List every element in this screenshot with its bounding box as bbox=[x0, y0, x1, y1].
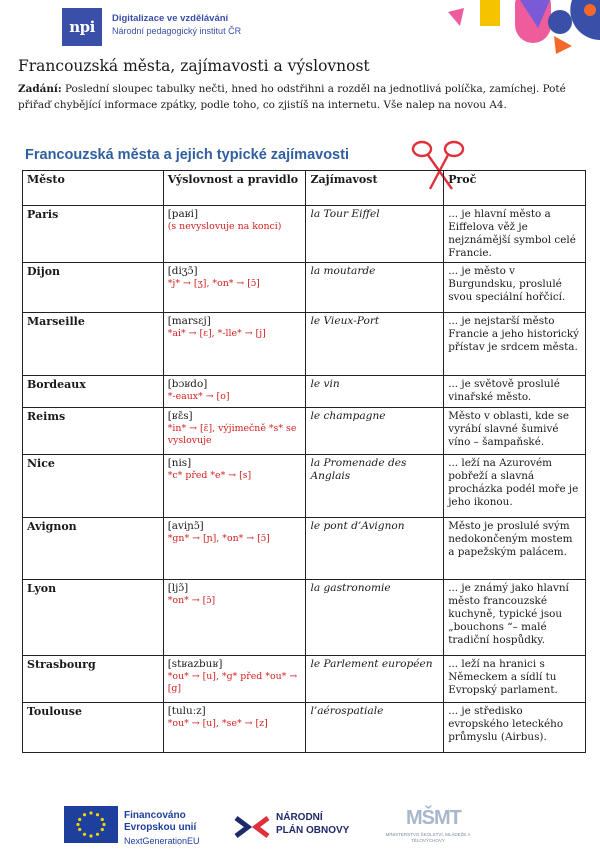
pronunciation-cell bbox=[163, 656, 306, 703]
city-cell: Paris bbox=[23, 206, 164, 263]
header-city: Město bbox=[23, 171, 164, 206]
why-cell: Město v oblasti, kde se vyrábí slavné šumivé víno – šampaňské. bbox=[444, 408, 586, 455]
rule-text: *ou* → [u], *se* → [z] bbox=[167, 718, 268, 729]
sight-cell: la moutarde bbox=[306, 263, 444, 313]
task-instructions bbox=[18, 81, 588, 113]
sight-cell: le champagne bbox=[306, 408, 444, 455]
city-cell: Dijon bbox=[23, 263, 164, 313]
why-cell: ... je světově proslulé vinařské město. bbox=[444, 376, 586, 408]
npo-line1: NÁRODNÍ bbox=[276, 812, 323, 823]
city-cell: Marseille bbox=[23, 313, 164, 376]
ipa-text: [diʒɔ̃] bbox=[167, 265, 198, 277]
sight-cell: le Vieux-Port bbox=[306, 313, 444, 376]
task-text: Poslední sloupec tabulky nečti, hned ho odstřihni a rozděl na jednotlivá políčka, zamíchej. Poté přiřaď chybějící informace zpátky, podle toho, co zjistíš na internetu. Vše nalep na novou A4. bbox=[18, 83, 566, 111]
table-row bbox=[23, 313, 586, 376]
sight-cell: le pont d’Avignon bbox=[306, 518, 444, 580]
sight-cell: la Tour Eiffel bbox=[306, 206, 444, 263]
pronunciation-cell bbox=[163, 703, 306, 753]
ipa-text: [ʁɛ̃s] bbox=[167, 410, 193, 422]
city-cell: Strasbourg bbox=[23, 656, 164, 703]
rule-text: *on* → [ɔ̃] bbox=[167, 595, 216, 606]
pronunciation-cell bbox=[163, 408, 306, 455]
rule-text: *ai* → [ɛ], *-lle* → [j] bbox=[167, 328, 266, 339]
pronunciation-cell bbox=[163, 376, 306, 408]
npi-logo: npi bbox=[62, 8, 102, 46]
rule-text: *j* → [ʒ], *on* → [ɔ̃] bbox=[167, 278, 260, 289]
header-pronunciation: Výslovnost a pravidlo bbox=[163, 171, 306, 206]
table-row bbox=[23, 376, 586, 408]
table-row bbox=[23, 703, 586, 753]
why-cell: Město je proslulé svým nedokončeným mostem a papežským palácem. bbox=[444, 518, 586, 580]
ipa-text: [bɔʁdo] bbox=[167, 378, 208, 390]
npo-line2: PLÁN OBNOVY bbox=[276, 825, 350, 836]
decorative-shapes-icon bbox=[420, 0, 600, 60]
pronunciation-cell bbox=[163, 518, 306, 580]
msmt-logo: MŠMT bbox=[406, 807, 461, 829]
rule-text: *ou* → [u], *g* před *ou* → [g] bbox=[167, 671, 298, 694]
task-label: Zadání: bbox=[18, 83, 62, 95]
pronunciation-cell bbox=[163, 263, 306, 313]
org-name-line2: Národní pedagogický institut ČR bbox=[112, 26, 242, 36]
header-sight: Zajímavost bbox=[306, 171, 444, 206]
why-cell: ... je hlavní město a Eiffelova věž je nejznámější symbol celé Francie. bbox=[444, 206, 586, 263]
city-cell: Avignon bbox=[23, 518, 164, 580]
org-name-line1: Digitalizace ve vzdělávání bbox=[112, 13, 229, 24]
pronunciation-cell bbox=[163, 455, 306, 518]
sight-cell: la gastronomie bbox=[306, 580, 444, 656]
table-row bbox=[23, 408, 586, 455]
ipa-text: [aviɲɔ̃] bbox=[167, 520, 204, 532]
pronunciation-cell bbox=[163, 313, 306, 376]
pronunciation-cell bbox=[163, 580, 306, 656]
ipa-text: [stʁazbuʁ] bbox=[167, 658, 223, 670]
city-cell: Nice bbox=[23, 455, 164, 518]
sight-cell: la Promenade des Anglais bbox=[306, 455, 444, 518]
ipa-text: [tuluːz] bbox=[167, 705, 206, 717]
header-why: Proč bbox=[444, 171, 586, 206]
national-recovery-plan-icon bbox=[232, 810, 272, 844]
sight-cell: le Parlement européen bbox=[306, 656, 444, 703]
rule-text: *c* před *e* → [s] bbox=[167, 470, 252, 481]
eu-funding-line3: NextGenerationEU bbox=[124, 836, 200, 846]
why-cell: ... je známý jako hlavní město francouzské kuchyně, typické jsou „bouchons “– malé tradiční hospůdky. bbox=[444, 580, 586, 656]
why-cell: ... je město v Burgundsku, proslulé svou speciální hořčicí. bbox=[444, 263, 586, 313]
ipa-text: [ljɔ̃] bbox=[167, 582, 189, 594]
table-row bbox=[23, 580, 586, 656]
why-cell: ... leží na hranici s Německem a sídlí tu Evropský parlament. bbox=[444, 656, 586, 703]
page-title: Francouzská města, zajímavosti a výslovnost bbox=[18, 57, 370, 75]
eu-funding-line2: Evropskou unií bbox=[124, 822, 197, 833]
why-cell: ... je nejstarší město Francie a jeho historický přístav je srdcem města. bbox=[444, 313, 586, 376]
city-cell: Toulouse bbox=[23, 703, 164, 753]
table-row bbox=[23, 656, 586, 703]
city-cell: Reims bbox=[23, 408, 164, 455]
table-header-row bbox=[23, 171, 586, 206]
why-cell: ... leží na Azurovém pobřeží a slavná procházka podél moře je jeho ikonou. bbox=[444, 455, 586, 518]
eu-funding-line1: Financováno bbox=[124, 810, 186, 821]
table-row bbox=[23, 263, 586, 313]
table-row bbox=[23, 206, 586, 263]
eu-flag-icon bbox=[64, 806, 118, 843]
sight-cell: le vin bbox=[306, 376, 444, 408]
table-row bbox=[23, 518, 586, 580]
ipa-text: [paʁi] bbox=[167, 208, 199, 220]
page-header bbox=[0, 0, 600, 60]
city-cell: Bordeaux bbox=[23, 376, 164, 408]
rule-text: (s nevyslovuje na konci) bbox=[167, 221, 282, 232]
table-row bbox=[23, 455, 586, 518]
rule-text: *gn* → [ɲ], *on* → [ɔ̃] bbox=[167, 533, 270, 544]
city-cell: Lyon bbox=[23, 580, 164, 656]
rule-text: *in* → [ɛ̃], výjimečně *s* se vyslovuje bbox=[167, 423, 297, 446]
pronunciation-cell bbox=[163, 206, 306, 263]
why-cell: ... je středisko evropského leteckého průmyslu (Airbus). bbox=[444, 703, 586, 753]
msmt-text: MINISTERSTVO ŠKOLSTVÍ, MLÁDEŽE A TĚLOVÝCHOVY bbox=[385, 832, 471, 843]
cities-table bbox=[22, 170, 586, 753]
rule-text: *-eaux* → [o] bbox=[167, 391, 230, 402]
ipa-text: [nis] bbox=[167, 457, 192, 469]
sight-cell: l’aérospatiale bbox=[306, 703, 444, 753]
ipa-text: [marsɛj] bbox=[167, 315, 211, 327]
table-title: Francouzská města a jejich typické zajímavosti bbox=[25, 147, 349, 163]
